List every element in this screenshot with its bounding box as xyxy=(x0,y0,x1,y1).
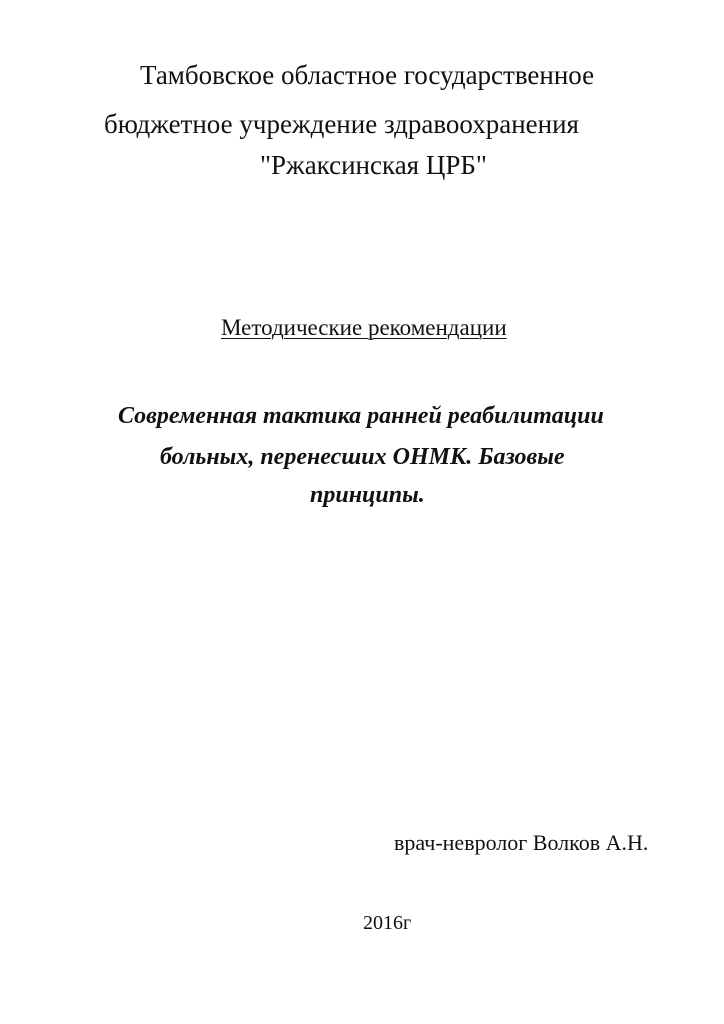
document-title-line-3: принципы. xyxy=(310,482,425,508)
institution-line-1: Тамбовское областное государственное xyxy=(140,60,595,90)
institution-line-3: "Ржаксинская ЦРБ" xyxy=(260,150,487,180)
document-title-line-2: больных, перенесших ОНМК. Базовые xyxy=(160,444,565,470)
year-line: 2016г xyxy=(363,912,412,934)
document-type-heading: Методические рекомендации xyxy=(221,315,507,340)
institution-line-2: бюджетное учреждение здравоохранения xyxy=(104,109,579,139)
author-line: врач-невролог Волков А.Н. xyxy=(394,830,649,855)
document-title-line-1: Современная тактика ранней реабилитации xyxy=(118,403,604,429)
